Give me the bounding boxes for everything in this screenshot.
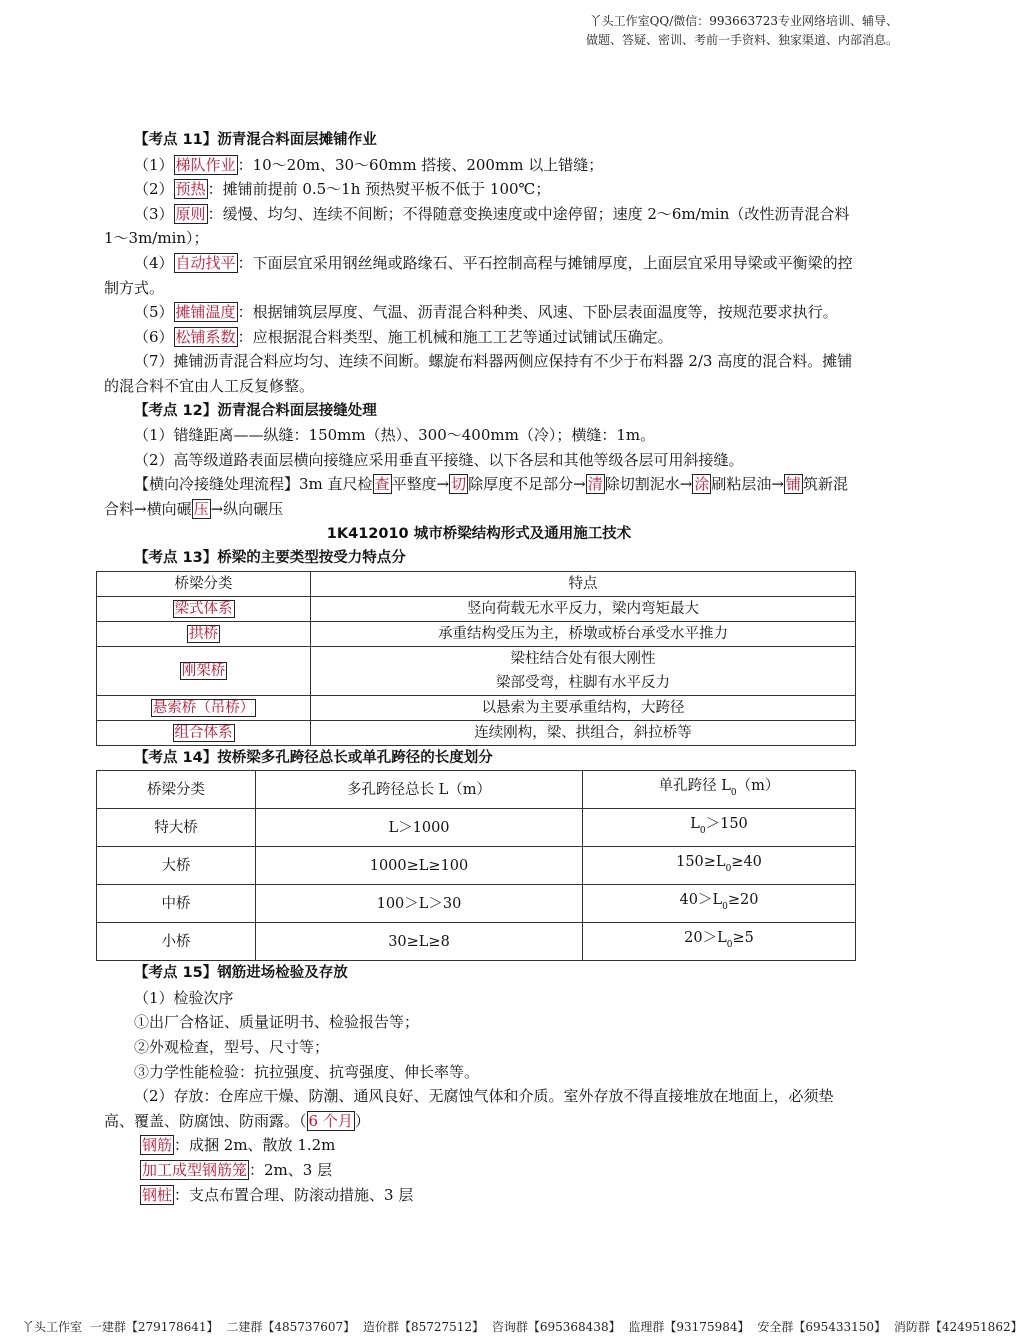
item-prefix: （6） xyxy=(134,327,174,346)
total-span-cell: 100＞L＞30 xyxy=(256,885,583,923)
kp11-item-3 xyxy=(104,202,854,251)
span-text: ≥20 xyxy=(727,892,759,909)
item-text: ：2m、3 层 xyxy=(249,1161,333,1180)
item-prefix: （2） xyxy=(134,180,174,199)
keyword-box: 6 个月 xyxy=(308,1111,353,1130)
kp11-title: 【考点 11】沥青混合料面层摊铺作业 xyxy=(134,132,377,148)
keyword-box: 钢桩 xyxy=(142,1185,173,1204)
kp12-item-2: （2）高等级道路表面层横向接缝应采用垂直平接缝、以下各层和其他等级各层可用斜接缝。 xyxy=(134,450,744,469)
feature-line: 梁部受弯，柱脚有水平反力 xyxy=(496,674,670,691)
flow-keyword: 清 xyxy=(587,475,603,494)
footer-group: 咨询群【695368438】 xyxy=(491,1320,621,1334)
flow-text: 除切割泥水→ xyxy=(604,475,693,494)
total-span-cell: L＞1000 xyxy=(256,809,583,847)
footer-group: 二建群【485737607】 xyxy=(226,1320,356,1334)
keyword-box: 原则 xyxy=(175,204,206,223)
subscript: 0 xyxy=(699,826,706,837)
storage-pile xyxy=(104,1183,854,1208)
subscript: 0 xyxy=(730,788,737,799)
feature-cell: 竖向荷载无水平反力，梁内弯矩最大 xyxy=(311,596,856,621)
feature-cell: 承重结构受压为主，桥墩或桥台承受水平推力 xyxy=(311,621,856,646)
span-text: ≥40 xyxy=(731,854,762,871)
single-span-cell xyxy=(583,885,856,923)
table-row xyxy=(97,885,856,923)
item-prefix: （3） xyxy=(134,204,174,223)
header-line-1: 丫头工作室QQ/微信：993663723专业网络培训、辅导、 xyxy=(589,14,898,28)
kp14-title: 【考点 14】按桥梁多孔跨径总长或单孔跨径的长度划分 xyxy=(134,749,493,766)
bridge-type-cell xyxy=(97,646,311,695)
bridge-type-cell xyxy=(97,596,311,621)
flow-text: 【横向冷接缝处理流程】3m 直尺检 xyxy=(134,475,373,494)
subscript: 0 xyxy=(722,902,728,913)
kp12-flow xyxy=(104,472,854,521)
kp11-item-1 xyxy=(104,153,854,178)
bridge-class-cell: 大桥 xyxy=(97,847,256,885)
kp11-item-7: （7）摊铺沥青混合料应均匀、连续不间断。螺旋布料器两侧应保持有不少于布料器 2/3 高度的混合料。摊铺的混合料不宜由人工反复修整。 xyxy=(104,352,853,395)
item-text: ：支点布置合理、防滚动措施、3 层 xyxy=(174,1185,414,1204)
header-text: 单孔跨径 L xyxy=(658,778,731,795)
page-footer xyxy=(22,1318,1027,1335)
footer-group: 消防群【424951862】 xyxy=(893,1320,1023,1334)
column-header: 桥梁分类 xyxy=(97,771,256,809)
kp15-item-2 xyxy=(104,1084,854,1133)
bridge-type-keyword: 拱桥 xyxy=(189,625,218,642)
table-row xyxy=(97,695,856,720)
item-text: ：根据铺筑层厚度、气温、沥青混合料种类、风速、下卧层表面温度等，按规范要求执行。 xyxy=(237,303,838,322)
item-prefix: （5） xyxy=(134,303,174,322)
kp15-item-1: （1）检验次序 xyxy=(134,988,234,1007)
bridge-span-table xyxy=(96,770,856,961)
table-row xyxy=(97,809,856,847)
bridge-class-cell: 特大桥 xyxy=(97,809,256,847)
kp15-item-1c: ③力学性能检验：抗拉强度、抗弯强度、伸长率等。 xyxy=(134,1062,480,1081)
footer-studio: 丫头工作室 xyxy=(22,1320,83,1334)
document-body xyxy=(104,128,854,1207)
kp15-item-1a: ①出厂合格证、质量证明书、检验报告等； xyxy=(134,1013,420,1032)
section-title: 1K412010 城市桥梁结构形式及通用施工技术 xyxy=(326,525,632,542)
item-text: ：10～20m、30～60mm 搭接、200mm 以上错缝； xyxy=(237,155,604,174)
bridge-type-keyword: 悬索桥（吊桥） xyxy=(152,699,255,716)
table-row xyxy=(97,923,856,961)
span-text: L xyxy=(690,816,700,833)
footer-group: 一建群【279178641】 xyxy=(89,1320,219,1334)
single-span-cell xyxy=(583,847,856,885)
bridge-type-keyword: 组合体系 xyxy=(174,724,233,741)
page-header xyxy=(518,12,898,50)
table-row xyxy=(97,646,856,695)
flow-text: 筑新混合料→横向碾 xyxy=(104,475,848,518)
flow-keyword: 压 xyxy=(193,499,209,518)
footer-group: 监理群【93175984】 xyxy=(628,1320,750,1334)
kp15-item-1b: ②外观检查，型号、尺寸等； xyxy=(134,1038,330,1057)
keyword-box: 预热 xyxy=(175,180,206,199)
single-span-cell xyxy=(583,809,856,847)
keyword-box: 摊铺温度 xyxy=(175,303,236,322)
bridge-type-keyword: 梁式体系 xyxy=(174,600,233,617)
column-header xyxy=(583,771,856,809)
kp11-item-5 xyxy=(104,300,854,325)
table-header-row xyxy=(97,571,856,596)
table-row xyxy=(97,720,856,745)
item-text: ：缓慢、均匀、连续不间断；不得随意变换速度或中途停留；速度 2～6m/min（改性沥青混合料 1～3m/min）； xyxy=(104,204,850,248)
span-text: 150≥L xyxy=(676,854,726,871)
feature-cell xyxy=(311,646,856,695)
keyword-box: 自动找平 xyxy=(175,253,236,272)
item-prefix: （4） xyxy=(134,253,174,272)
feature-line: 梁柱结合处有很大刚性 xyxy=(510,650,656,667)
flow-text: →纵向碾压 xyxy=(210,499,284,518)
span-text: ＞150 xyxy=(705,816,748,833)
feature-cell: 以悬索为主要承重结构，大跨径 xyxy=(311,695,856,720)
feature-cell: 连续刚构，梁、拱组合，斜拉桥等 xyxy=(311,720,856,745)
single-span-cell xyxy=(583,923,856,961)
item-text: （2）存放：仓库应干燥、防潮、通风良好、无腐蚀气体和介质。室外存放不得直接堆放在地面上，必须垫高、覆盖、防腐蚀、防雨露。（ xyxy=(104,1087,834,1130)
column-header: 多孔跨径总长 L（m） xyxy=(256,771,583,809)
kp11-item-4 xyxy=(104,251,854,300)
keyword-box: 梯队作业 xyxy=(175,155,236,174)
header-line-2: 做题、答疑、密训、考前一手资料、独家渠道、内部消息。 xyxy=(585,33,898,47)
flow-text: 除厚度不足部分→ xyxy=(468,475,586,494)
kp15-title: 【考点 15】钢筋进场检验及存放 xyxy=(134,965,348,982)
span-text: 20＞L xyxy=(684,930,727,947)
item-text: ：下面层宜采用钢丝绳或路缘石、平石控制高程与摊铺厚度，上面层宜采用导梁或平衡梁的控制方式。 xyxy=(104,253,853,297)
storage-cage xyxy=(104,1158,854,1183)
flow-keyword: 涂 xyxy=(694,475,710,494)
flow-text: 平整度→ xyxy=(391,475,450,494)
item-prefix: （1） xyxy=(134,155,174,174)
keyword-box: 钢筋 xyxy=(142,1136,173,1155)
bridge-type-keyword: 刚架桥 xyxy=(181,662,226,679)
span-text: 40＞L xyxy=(679,892,723,909)
footer-group: 安全群【695433150】 xyxy=(757,1320,887,1334)
table-header-row xyxy=(97,771,856,809)
bridge-class-cell: 中桥 xyxy=(97,885,256,923)
table-row xyxy=(97,847,856,885)
kp13-title: 【考点 13】桥梁的主要类型按受力特点分 xyxy=(134,550,406,567)
kp12-title: 【考点 12】沥青混合料面层接缝处理 xyxy=(134,402,377,419)
kp11-item-6 xyxy=(104,325,854,350)
kp11-item-2 xyxy=(104,177,854,202)
table-row xyxy=(97,621,856,646)
keyword-box: 松铺系数 xyxy=(175,327,236,346)
footer-group: 造价群【85727512】 xyxy=(362,1320,485,1334)
subscript: 0 xyxy=(726,940,733,951)
flow-keyword: 查 xyxy=(374,475,390,494)
bridge-type-cell xyxy=(97,621,311,646)
header-text: （m） xyxy=(736,778,780,795)
bridge-type-cell xyxy=(97,720,311,745)
bridge-class-cell: 小桥 xyxy=(97,923,256,961)
column-header: 桥梁分类 xyxy=(97,571,311,596)
flow-keyword: 切 xyxy=(451,475,467,494)
item-text: ） xyxy=(354,1111,370,1130)
flow-text: 刷粘层油→ xyxy=(711,475,784,494)
flow-keyword: 铺 xyxy=(785,475,801,494)
storage-rebar xyxy=(104,1133,854,1158)
bridge-type-cell xyxy=(97,695,311,720)
item-text: ：摊铺前提前 0.5～1h 预热熨平板不低于 100℃； xyxy=(207,180,551,199)
bridge-type-table xyxy=(96,571,856,746)
table-row xyxy=(97,596,856,621)
span-text: ≥5 xyxy=(732,930,754,947)
total-span-cell: 1000≥L≥100 xyxy=(256,847,583,885)
kp12-item-1: （1）错缝距离——纵缝：150mm（热）、300～400mm（冷）；横缝：1m。 xyxy=(134,426,656,445)
keyword-box: 加工成型钢筋笼 xyxy=(142,1161,248,1180)
total-span-cell: 30≥L≥8 xyxy=(256,923,583,961)
item-text: ：成捆 2m、散放 1.2m xyxy=(174,1136,336,1155)
item-text: ：应根据混合料类型、施工机械和施工工艺等通过试铺试压确定。 xyxy=(237,327,673,346)
subscript: 0 xyxy=(725,864,732,875)
column-header: 特点 xyxy=(311,571,856,596)
